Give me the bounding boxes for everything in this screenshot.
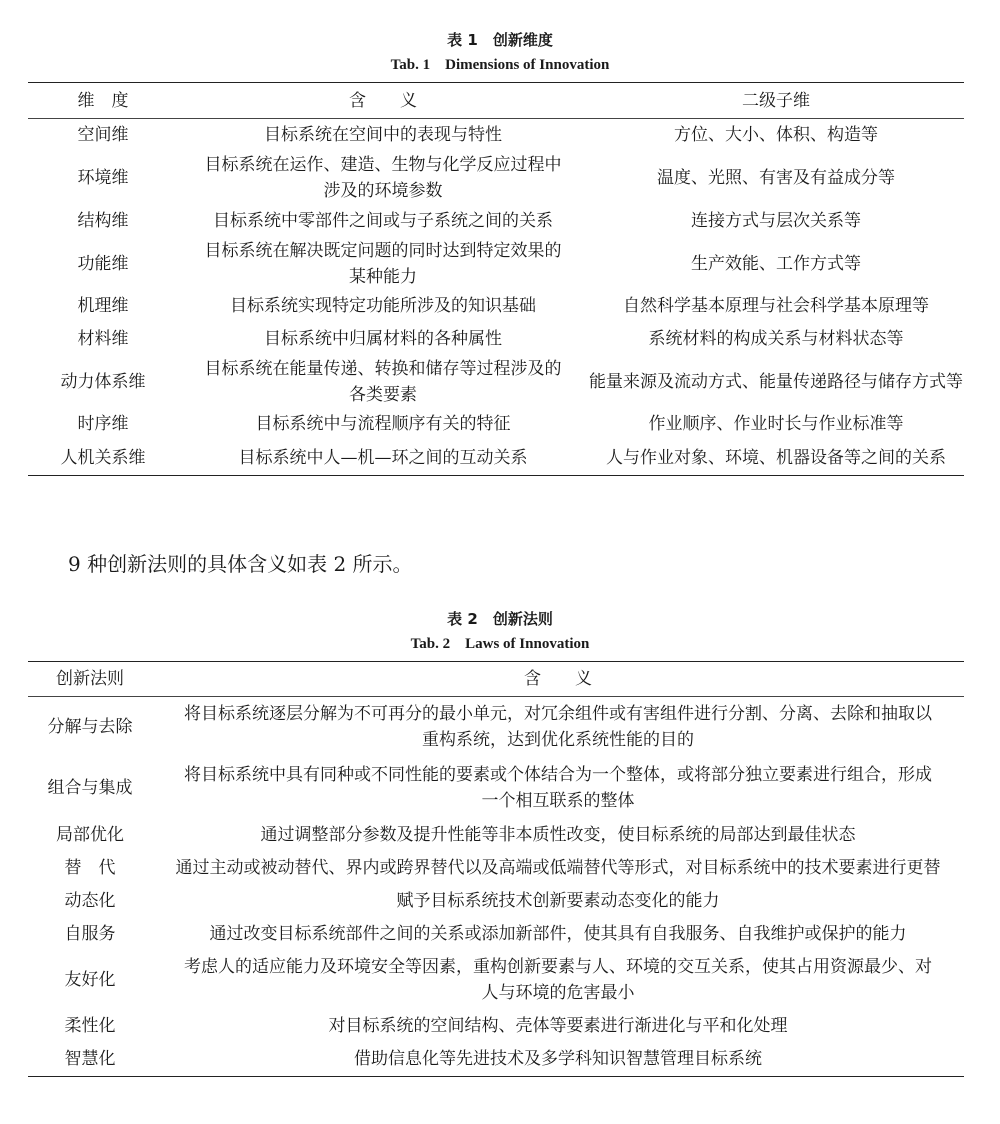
table1-row: [28, 441, 964, 476]
table1-cell-dim: 动力体系维: [60, 371, 146, 392]
table2-cell-meaning: [152, 758, 964, 819]
table2-row: [28, 819, 964, 852]
table2-row: [28, 1009, 964, 1043]
table1-row: [28, 204, 964, 238]
table1: [28, 82, 964, 476]
table1-cell-sub: 生产效能、工作方式等: [691, 253, 861, 274]
table2-cell-meaning-text: 将目标系统中具有同种或不同性能的要素或个体结合为一个整体，或将部分独立要素进行组合，形成 一个相互联系的整体: [184, 765, 932, 811]
table1-cell-meaning: [178, 204, 588, 238]
table1-cell-dim: 机理维: [77, 296, 129, 316]
table1-header-dim: 维 度: [77, 90, 129, 111]
table1-cell-meaning-text: 目标系统中零部件之间或与子系统之间的关系: [213, 210, 553, 231]
table1-cell-meaning: [178, 152, 588, 204]
table2-cell-law: 局部优化: [56, 825, 124, 845]
table1-row: [28, 408, 964, 441]
table2-row: [28, 951, 964, 1009]
table2-cell-law: 替 代: [64, 858, 116, 878]
table1-cell-sub: 系统材料的构成关系与材料状态等: [648, 329, 904, 349]
table1-cell-dim: 结构维: [77, 210, 129, 231]
table2-cell-law: 智慧化: [64, 1049, 116, 1070]
table1-cell-sub: 自然科学基本原理与社会科学基本原理等: [623, 296, 929, 316]
table1-cell-meaning-text: 目标系统实现特定功能所涉及的知识基础: [230, 296, 536, 316]
table1-cell-meaning: [178, 356, 588, 408]
table2-row: [28, 1043, 964, 1077]
table2-caption-cn: 表 2 创新法则: [447, 610, 553, 628]
table2-header-law: 创新法则: [56, 669, 124, 689]
table2-cell-law: 友好化: [64, 969, 116, 990]
table2-cell-meaning: [152, 852, 964, 885]
table1-cell-dim: 人机关系维: [60, 447, 146, 468]
table1-cell-sub: 连接方式与层次关系等: [691, 210, 861, 231]
table2-cell-law: 分解与去除: [47, 717, 133, 738]
table1-cell-sub: 温度、光照、有害及有益成分等: [657, 167, 895, 188]
table2-cell-meaning-text: 借助信息化等先进技术及多学科知识智慧管理目标系统: [354, 1049, 762, 1070]
table1-row: [28, 119, 964, 152]
table1-cell-meaning: [178, 323, 588, 356]
table2-cell-meaning: [152, 1043, 964, 1077]
table2-cell-meaning-text: 考虑人的适应能力及环境安全等因素，重构创新要素与人、环境的交互关系，使其占用资源最少、对 人与环境的危害最小: [184, 956, 932, 1003]
table2-cell-meaning: [152, 918, 964, 951]
table1-cell-dim: 材料维: [77, 329, 129, 349]
table2-row: [28, 697, 964, 758]
table1-cell-dim: 时序维: [77, 414, 129, 434]
table2-cell-meaning-text: 将目标系统逐层分解为不可再分的最小单元，对冗余组件或有害组件进行分割、分离、去除和抽取以 重构系统，达到优化系统性能的目的: [184, 704, 932, 751]
table1-header-sub: 二级子维: [742, 90, 810, 111]
table1-row: [28, 152, 964, 204]
table2-cell-meaning: [152, 819, 964, 852]
table1-cell-sub: 作业顺序、作业时长与作业标准等: [648, 414, 904, 434]
table2-cell-law: 自服务: [64, 924, 116, 944]
table2-cell-meaning-text: 通过主动或被动替代、界内或跨界替代以及高端或低端替代等形式，对目标系统中的技术要素进行更替: [175, 858, 941, 878]
table1-cell-sub: 方位、大小、体积、构造等: [674, 125, 878, 146]
table1-row: [28, 290, 964, 323]
table2-header-row: [28, 662, 964, 697]
table1-cell-meaning-text: 目标系统中与流程顺序有关的特征: [255, 414, 511, 434]
table2-cell-law: 组合与集成: [47, 778, 133, 798]
table1-row: [28, 356, 964, 408]
table1-caption-en: Tab. 1 Dimensions of Innovation: [390, 57, 610, 73]
table2-cell-meaning: [152, 951, 964, 1009]
table1-cell-meaning-text: 目标系统在运作、建造、生物与化学反应过程中 涉及的环境参数: [204, 154, 562, 201]
table2-row: [28, 885, 964, 918]
body-paragraph: 9 种创新法则的具体含义如表 2 所示。: [68, 552, 413, 576]
table1-cell-dim: 功能维: [77, 253, 129, 274]
table2-row: [28, 918, 964, 951]
table1-cell-meaning: [178, 441, 588, 476]
table1-cell-meaning-text: 目标系统在解决既定问题的同时达到特定效果的 某种能力: [204, 240, 562, 287]
table2-row: [28, 758, 964, 819]
table1-header-row: [28, 83, 964, 119]
table1-cell-sub: 人与作业对象、环境、机器设备等之间的关系: [606, 447, 946, 468]
table2-row: [28, 852, 964, 885]
table1-cell-meaning: [178, 290, 588, 323]
table2-cell-law: 动态化: [64, 891, 116, 911]
table2-cell-meaning-text: 赋予目标系统技术创新要素动态变化的能力: [396, 891, 720, 911]
table1-cell-meaning-text: 目标系统中归属材料的各种属性: [264, 329, 502, 349]
table2-header-meaning: 含 义: [524, 669, 592, 689]
table1-cell-sub: 能量来源及流动方式、能量传递路径与储存方式等: [589, 371, 963, 392]
table1-cell-meaning-text: 目标系统在空间中的表现与特性: [264, 125, 502, 146]
table2-caption-en: Tab. 2 Laws of Innovation: [410, 636, 590, 652]
table2-cell-meaning: [152, 885, 964, 918]
table2-cell-meaning: [152, 1009, 964, 1043]
table2-cell-meaning-text: 通过改变目标系统部件之间的关系或添加新部件，使其具有自我服务、自我维护或保护的能力: [209, 924, 907, 944]
table1-header-meaning: 含 义: [349, 90, 417, 111]
table1-cell-meaning-text: 目标系统中人—机—环之间的互动关系: [238, 447, 528, 468]
table2-cell-meaning-text: 通过调整部分参数及提升性能等非本质性改变，使目标系统的局部达到最佳状态: [260, 825, 856, 845]
table1-row: [28, 238, 964, 290]
table1-row: [28, 323, 964, 356]
table1-caption-cn: 表 1 创新维度: [447, 31, 553, 49]
table1-cell-dim: 空间维: [77, 125, 129, 146]
table2-cell-meaning: [152, 697, 964, 758]
table1-cell-dim: 环境维: [77, 167, 129, 188]
table1-cell-meaning-text: 目标系统在能量传递、转换和储存等过程涉及的 各类要素: [204, 358, 562, 405]
table2-cell-law: 柔性化: [64, 1015, 116, 1036]
table1-cell-meaning: [178, 119, 588, 152]
table2-cell-meaning-text: 对目标系统的空间结构、壳体等要素进行渐进化与平和化处理: [328, 1015, 788, 1036]
table1-cell-meaning: [178, 238, 588, 290]
table1-cell-meaning: [178, 408, 588, 441]
table2: [28, 661, 964, 1077]
